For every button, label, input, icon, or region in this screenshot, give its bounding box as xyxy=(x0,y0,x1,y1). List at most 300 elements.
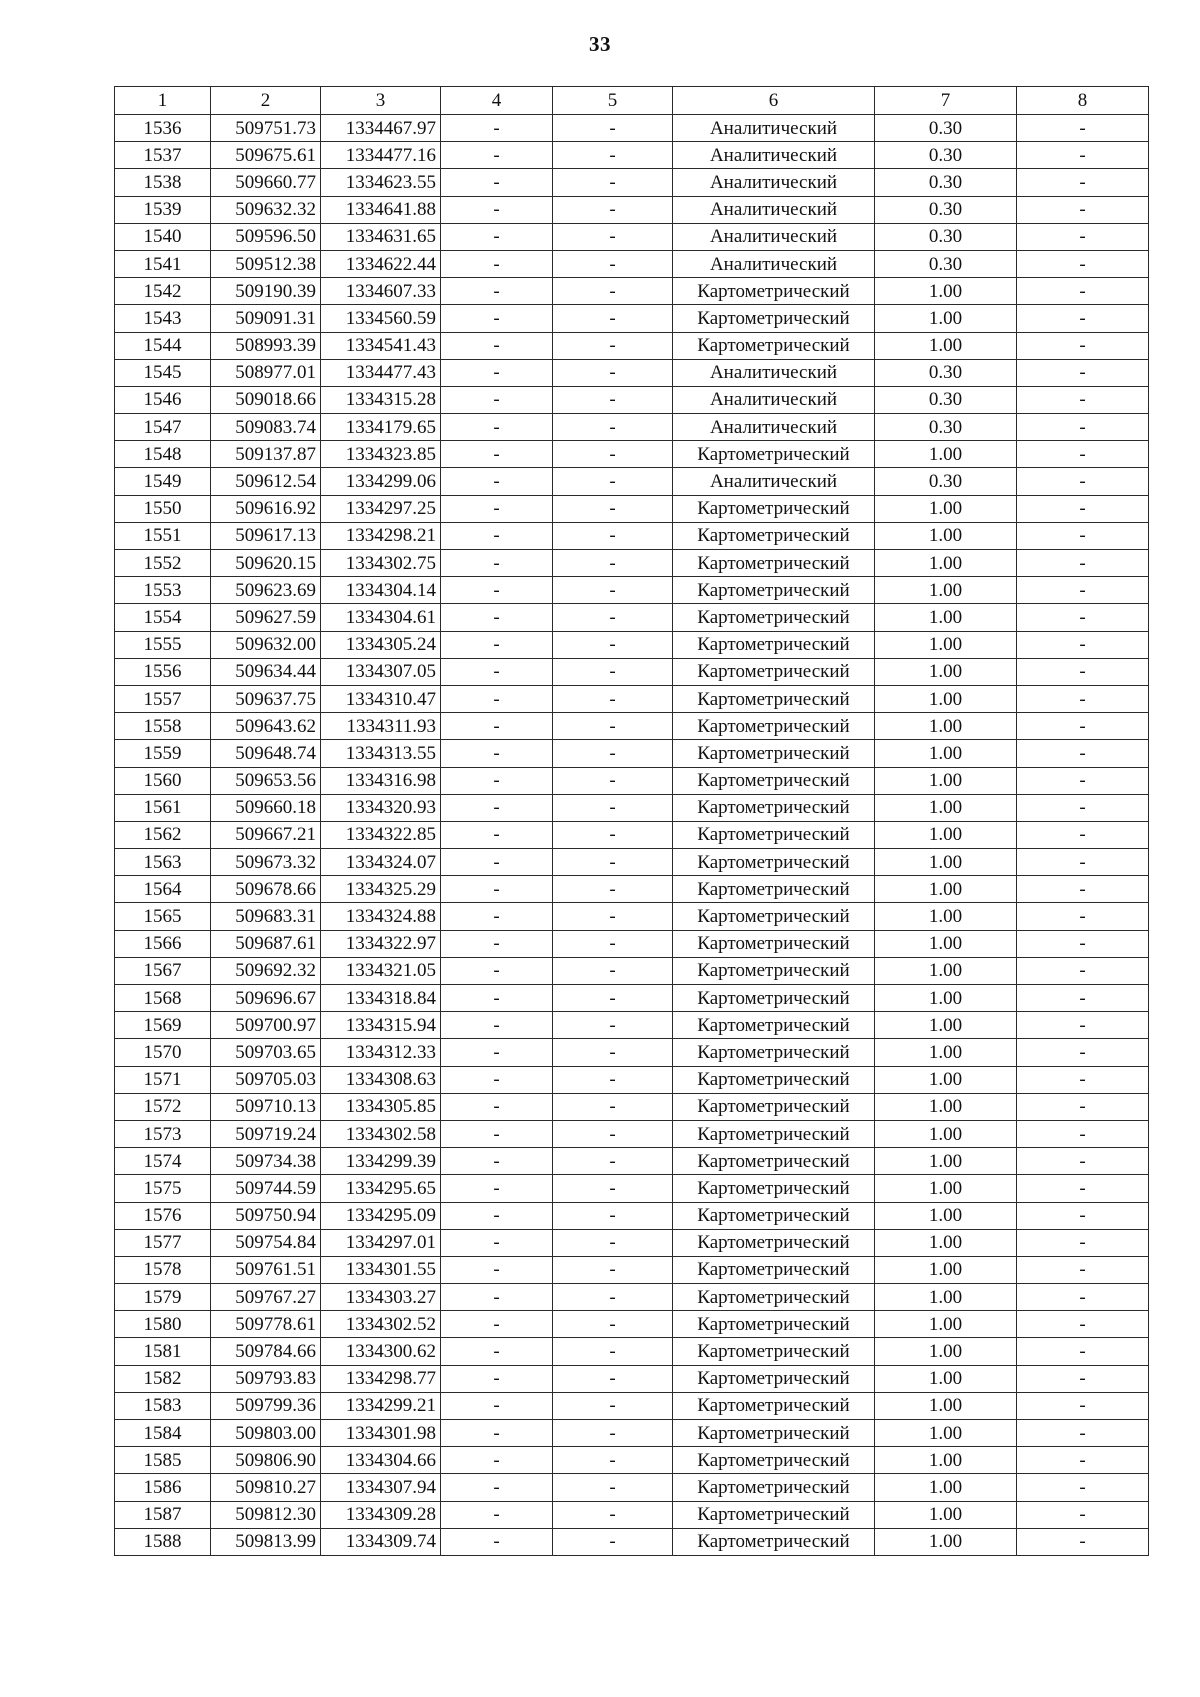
x-coordinate-cell: 509018.66 xyxy=(211,386,321,413)
column-8-cell: - xyxy=(1017,821,1149,848)
x-coordinate-cell: 509751.73 xyxy=(211,115,321,142)
method-cell: Картометрический xyxy=(673,985,875,1012)
point-number-cell: 1557 xyxy=(115,685,211,712)
method-cell: Картометрический xyxy=(673,1066,875,1093)
point-number-cell: 1542 xyxy=(115,278,211,305)
point-number-cell: 1579 xyxy=(115,1284,211,1311)
accuracy-cell: 1.00 xyxy=(875,1066,1017,1093)
point-number-cell: 1588 xyxy=(115,1528,211,1555)
method-cell: Картометрический xyxy=(673,821,875,848)
x-coordinate-cell: 509648.74 xyxy=(211,740,321,767)
table-row xyxy=(115,604,1149,631)
method-cell: Картометрический xyxy=(673,604,875,631)
column-8-cell: - xyxy=(1017,903,1149,930)
table-row xyxy=(115,1202,1149,1229)
column-8-cell: - xyxy=(1017,305,1149,332)
table-row xyxy=(115,468,1149,495)
column-4-cell: - xyxy=(441,1066,553,1093)
x-coordinate-cell: 509683.31 xyxy=(211,903,321,930)
column-8-cell: - xyxy=(1017,1229,1149,1256)
column-5-cell: - xyxy=(553,1284,673,1311)
method-cell: Аналитический xyxy=(673,196,875,223)
column-4-cell: - xyxy=(441,930,553,957)
column-8-cell: - xyxy=(1017,658,1149,685)
method-cell: Картометрический xyxy=(673,849,875,876)
method-cell: Картометрический xyxy=(673,1093,875,1120)
accuracy-cell: 0.30 xyxy=(875,414,1017,441)
x-coordinate-cell: 509710.13 xyxy=(211,1093,321,1120)
x-coordinate-cell: 509190.39 xyxy=(211,278,321,305)
column-5-cell: - xyxy=(553,250,673,277)
method-cell: Аналитический xyxy=(673,468,875,495)
column-4-cell: - xyxy=(441,1528,553,1555)
column-8-cell: - xyxy=(1017,1093,1149,1120)
column-4-cell: - xyxy=(441,1284,553,1311)
column-5-cell: - xyxy=(553,1474,673,1501)
x-coordinate-cell: 509692.32 xyxy=(211,957,321,984)
accuracy-cell: 0.30 xyxy=(875,196,1017,223)
x-coordinate-cell: 509632.00 xyxy=(211,631,321,658)
point-number-cell: 1552 xyxy=(115,550,211,577)
x-coordinate-cell: 509767.27 xyxy=(211,1284,321,1311)
accuracy-cell: 1.00 xyxy=(875,1392,1017,1419)
method-cell: Картометрический xyxy=(673,1501,875,1528)
accuracy-cell: 1.00 xyxy=(875,577,1017,604)
column-8-cell: - xyxy=(1017,278,1149,305)
column-4-cell: - xyxy=(441,1039,553,1066)
column-4-cell: - xyxy=(441,1420,553,1447)
point-number-cell: 1563 xyxy=(115,849,211,876)
accuracy-cell: 1.00 xyxy=(875,903,1017,930)
x-coordinate-cell: 509810.27 xyxy=(211,1474,321,1501)
column-5-cell: - xyxy=(553,631,673,658)
column-4-cell: - xyxy=(441,794,553,821)
table-row xyxy=(115,1447,1149,1474)
accuracy-cell: 1.00 xyxy=(875,957,1017,984)
y-coordinate-cell: 1334309.28 xyxy=(321,1501,441,1528)
accuracy-cell: 1.00 xyxy=(875,1311,1017,1338)
accuracy-cell: 1.00 xyxy=(875,685,1017,712)
y-coordinate-cell: 1334467.97 xyxy=(321,115,441,142)
column-4-cell: - xyxy=(441,1256,553,1283)
accuracy-cell: 1.00 xyxy=(875,1528,1017,1555)
table-row xyxy=(115,685,1149,712)
x-coordinate-cell: 509623.69 xyxy=(211,577,321,604)
table-row xyxy=(115,1256,1149,1283)
y-coordinate-cell: 1334322.85 xyxy=(321,821,441,848)
column-8-cell: - xyxy=(1017,985,1149,1012)
accuracy-cell: 1.00 xyxy=(875,1256,1017,1283)
column-5-cell: - xyxy=(553,414,673,441)
point-number-cell: 1548 xyxy=(115,441,211,468)
column-5-cell: - xyxy=(553,115,673,142)
method-cell: Картометрический xyxy=(673,1420,875,1447)
column-header: 1 xyxy=(115,87,211,115)
point-number-cell: 1573 xyxy=(115,1120,211,1147)
column-4-cell: - xyxy=(441,169,553,196)
point-number-cell: 1559 xyxy=(115,740,211,767)
point-number-cell: 1567 xyxy=(115,957,211,984)
accuracy-cell: 0.30 xyxy=(875,223,1017,250)
point-number-cell: 1572 xyxy=(115,1093,211,1120)
column-8-cell: - xyxy=(1017,957,1149,984)
method-cell: Картометрический xyxy=(673,1148,875,1175)
method-cell: Картометрический xyxy=(673,1338,875,1365)
x-coordinate-cell: 509627.59 xyxy=(211,604,321,631)
column-4-cell: - xyxy=(441,658,553,685)
x-coordinate-cell: 508993.39 xyxy=(211,332,321,359)
y-coordinate-cell: 1334310.47 xyxy=(321,685,441,712)
table-row xyxy=(115,142,1149,169)
table-row xyxy=(115,495,1149,522)
page-number: 33 xyxy=(589,32,611,56)
accuracy-cell: 1.00 xyxy=(875,794,1017,821)
column-8-cell: - xyxy=(1017,713,1149,740)
column-8-cell: - xyxy=(1017,223,1149,250)
y-coordinate-cell: 1334301.98 xyxy=(321,1420,441,1447)
table-row xyxy=(115,1474,1149,1501)
y-coordinate-cell: 1334325.29 xyxy=(321,876,441,903)
column-8-cell: - xyxy=(1017,441,1149,468)
accuracy-cell: 1.00 xyxy=(875,631,1017,658)
column-5-cell: - xyxy=(553,142,673,169)
column-5-cell: - xyxy=(553,1202,673,1229)
table-row xyxy=(115,441,1149,468)
accuracy-cell: 1.00 xyxy=(875,1039,1017,1066)
column-8-cell: - xyxy=(1017,169,1149,196)
accuracy-cell: 1.00 xyxy=(875,1093,1017,1120)
x-coordinate-cell: 509673.32 xyxy=(211,849,321,876)
point-number-cell: 1583 xyxy=(115,1392,211,1419)
column-8-cell: - xyxy=(1017,1420,1149,1447)
y-coordinate-cell: 1334295.09 xyxy=(321,1202,441,1229)
column-4-cell: - xyxy=(441,740,553,767)
x-coordinate-cell: 509637.75 xyxy=(211,685,321,712)
table-row xyxy=(115,794,1149,821)
column-5-cell: - xyxy=(553,821,673,848)
y-coordinate-cell: 1334316.98 xyxy=(321,767,441,794)
method-cell: Картометрический xyxy=(673,685,875,712)
column-5-cell: - xyxy=(553,1093,673,1120)
y-coordinate-cell: 1334299.21 xyxy=(321,1392,441,1419)
accuracy-cell: 0.30 xyxy=(875,115,1017,142)
column-8-cell: - xyxy=(1017,115,1149,142)
accuracy-cell: 1.00 xyxy=(875,1284,1017,1311)
table-row xyxy=(115,305,1149,332)
column-4-cell: - xyxy=(441,1148,553,1175)
method-cell: Картометрический xyxy=(673,1528,875,1555)
x-coordinate-cell: 509700.97 xyxy=(211,1012,321,1039)
accuracy-cell: 1.00 xyxy=(875,1202,1017,1229)
x-coordinate-cell: 509667.21 xyxy=(211,821,321,848)
table-row xyxy=(115,522,1149,549)
column-4-cell: - xyxy=(441,441,553,468)
column-5-cell: - xyxy=(553,441,673,468)
point-number-cell: 1537 xyxy=(115,142,211,169)
column-8-cell: - xyxy=(1017,1338,1149,1365)
table-row xyxy=(115,1093,1149,1120)
column-5-cell: - xyxy=(553,1311,673,1338)
column-4-cell: - xyxy=(441,386,553,413)
point-number-cell: 1543 xyxy=(115,305,211,332)
column-8-cell: - xyxy=(1017,1120,1149,1147)
column-header: 8 xyxy=(1017,87,1149,115)
column-4-cell: - xyxy=(441,196,553,223)
x-coordinate-cell: 509678.66 xyxy=(211,876,321,903)
accuracy-cell: 1.00 xyxy=(875,658,1017,685)
column-5-cell: - xyxy=(553,1528,673,1555)
column-5-cell: - xyxy=(553,169,673,196)
y-coordinate-cell: 1334622.44 xyxy=(321,250,441,277)
column-8-cell: - xyxy=(1017,740,1149,767)
column-5-cell: - xyxy=(553,1501,673,1528)
column-8-cell: - xyxy=(1017,1012,1149,1039)
y-coordinate-cell: 1334560.59 xyxy=(321,305,441,332)
column-5-cell: - xyxy=(553,767,673,794)
column-5-cell: - xyxy=(553,740,673,767)
y-coordinate-cell: 1334324.07 xyxy=(321,849,441,876)
column-8-cell: - xyxy=(1017,930,1149,957)
column-5-cell: - xyxy=(553,196,673,223)
point-number-cell: 1581 xyxy=(115,1338,211,1365)
point-number-cell: 1568 xyxy=(115,985,211,1012)
column-8-cell: - xyxy=(1017,1474,1149,1501)
y-coordinate-cell: 1334297.25 xyxy=(321,495,441,522)
x-coordinate-cell: 509632.32 xyxy=(211,196,321,223)
column-8-cell: - xyxy=(1017,767,1149,794)
table-row xyxy=(115,196,1149,223)
column-header: 3 xyxy=(321,87,441,115)
x-coordinate-cell: 509091.31 xyxy=(211,305,321,332)
point-number-cell: 1586 xyxy=(115,1474,211,1501)
column-8-cell: - xyxy=(1017,142,1149,169)
table-row xyxy=(115,1012,1149,1039)
accuracy-cell: 1.00 xyxy=(875,1474,1017,1501)
x-coordinate-cell: 509719.24 xyxy=(211,1120,321,1147)
method-cell: Картометрический xyxy=(673,1202,875,1229)
method-cell: Картометрический xyxy=(673,1229,875,1256)
x-coordinate-cell: 509660.18 xyxy=(211,794,321,821)
method-cell: Картометрический xyxy=(673,1175,875,1202)
x-coordinate-cell: 509705.03 xyxy=(211,1066,321,1093)
y-coordinate-cell: 1334304.14 xyxy=(321,577,441,604)
table-row xyxy=(115,1392,1149,1419)
point-number-cell: 1551 xyxy=(115,522,211,549)
table-row xyxy=(115,930,1149,957)
x-coordinate-cell: 509754.84 xyxy=(211,1229,321,1256)
method-cell: Картометрический xyxy=(673,1392,875,1419)
point-number-cell: 1566 xyxy=(115,930,211,957)
method-cell: Аналитический xyxy=(673,359,875,386)
column-8-cell: - xyxy=(1017,386,1149,413)
accuracy-cell: 1.00 xyxy=(875,1012,1017,1039)
column-5-cell: - xyxy=(553,849,673,876)
accuracy-cell: 1.00 xyxy=(875,1447,1017,1474)
column-8-cell: - xyxy=(1017,794,1149,821)
method-cell: Картометрический xyxy=(673,957,875,984)
y-coordinate-cell: 1334305.24 xyxy=(321,631,441,658)
column-8-cell: - xyxy=(1017,1284,1149,1311)
y-coordinate-cell: 1334299.39 xyxy=(321,1148,441,1175)
column-4-cell: - xyxy=(441,332,553,359)
accuracy-cell: 1.00 xyxy=(875,1148,1017,1175)
x-coordinate-cell: 509653.56 xyxy=(211,767,321,794)
x-coordinate-cell: 509137.87 xyxy=(211,441,321,468)
method-cell: Аналитический xyxy=(673,142,875,169)
column-header: 7 xyxy=(875,87,1017,115)
y-coordinate-cell: 1334300.62 xyxy=(321,1338,441,1365)
method-cell: Картометрический xyxy=(673,1120,875,1147)
column-4-cell: - xyxy=(441,1447,553,1474)
column-header: 5 xyxy=(553,87,673,115)
y-coordinate-cell: 1334303.27 xyxy=(321,1284,441,1311)
x-coordinate-cell: 509643.62 xyxy=(211,713,321,740)
y-coordinate-cell: 1334302.75 xyxy=(321,550,441,577)
x-coordinate-cell: 509803.00 xyxy=(211,1420,321,1447)
table-row xyxy=(115,1229,1149,1256)
method-cell: Картометрический xyxy=(673,332,875,359)
column-8-cell: - xyxy=(1017,1447,1149,1474)
y-coordinate-cell: 1334541.43 xyxy=(321,332,441,359)
method-cell: Картометрический xyxy=(673,1256,875,1283)
x-coordinate-cell: 509675.61 xyxy=(211,142,321,169)
point-number-cell: 1585 xyxy=(115,1447,211,1474)
method-cell: Аналитический xyxy=(673,223,875,250)
table-row xyxy=(115,332,1149,359)
x-coordinate-cell: 509750.94 xyxy=(211,1202,321,1229)
table-row xyxy=(115,169,1149,196)
point-number-cell: 1539 xyxy=(115,196,211,223)
method-cell: Картометрический xyxy=(673,658,875,685)
column-8-cell: - xyxy=(1017,468,1149,495)
point-number-cell: 1550 xyxy=(115,495,211,522)
column-4-cell: - xyxy=(441,278,553,305)
table-row xyxy=(115,386,1149,413)
column-4-cell: - xyxy=(441,468,553,495)
column-5-cell: - xyxy=(553,1256,673,1283)
point-number-cell: 1561 xyxy=(115,794,211,821)
column-5-cell: - xyxy=(553,386,673,413)
table-row xyxy=(115,1365,1149,1392)
table-row xyxy=(115,1338,1149,1365)
column-5-cell: - xyxy=(553,903,673,930)
point-number-cell: 1576 xyxy=(115,1202,211,1229)
accuracy-cell: 1.00 xyxy=(875,522,1017,549)
table-row xyxy=(115,1175,1149,1202)
y-coordinate-cell: 1334623.55 xyxy=(321,169,441,196)
method-cell: Картометрический xyxy=(673,577,875,604)
x-coordinate-cell: 509616.92 xyxy=(211,495,321,522)
column-8-cell: - xyxy=(1017,1202,1149,1229)
table-row xyxy=(115,1120,1149,1147)
x-coordinate-cell: 509734.38 xyxy=(211,1148,321,1175)
table-row xyxy=(115,115,1149,142)
method-cell: Картометрический xyxy=(673,713,875,740)
x-coordinate-cell: 509660.77 xyxy=(211,169,321,196)
column-5-cell: - xyxy=(553,685,673,712)
column-8-cell: - xyxy=(1017,577,1149,604)
accuracy-cell: 1.00 xyxy=(875,332,1017,359)
method-cell: Картометрический xyxy=(673,930,875,957)
column-8-cell: - xyxy=(1017,1039,1149,1066)
point-number-cell: 1538 xyxy=(115,169,211,196)
y-coordinate-cell: 1334179.65 xyxy=(321,414,441,441)
column-5-cell: - xyxy=(553,985,673,1012)
column-5-cell: - xyxy=(553,332,673,359)
method-cell: Аналитический xyxy=(673,414,875,441)
x-coordinate-cell: 509512.38 xyxy=(211,250,321,277)
column-5-cell: - xyxy=(553,713,673,740)
column-8-cell: - xyxy=(1017,1365,1149,1392)
table-header-row xyxy=(115,87,1149,115)
column-4-cell: - xyxy=(441,250,553,277)
column-8-cell: - xyxy=(1017,1311,1149,1338)
column-5-cell: - xyxy=(553,1365,673,1392)
accuracy-cell: 1.00 xyxy=(875,441,1017,468)
method-cell: Картометрический xyxy=(673,1447,875,1474)
x-coordinate-cell: 509784.66 xyxy=(211,1338,321,1365)
y-coordinate-cell: 1334302.58 xyxy=(321,1120,441,1147)
column-header: 2 xyxy=(211,87,321,115)
point-number-cell: 1571 xyxy=(115,1066,211,1093)
column-5-cell: - xyxy=(553,957,673,984)
column-4-cell: - xyxy=(441,1338,553,1365)
column-8-cell: - xyxy=(1017,604,1149,631)
y-coordinate-cell: 1334311.93 xyxy=(321,713,441,740)
point-number-cell: 1546 xyxy=(115,386,211,413)
accuracy-cell: 1.00 xyxy=(875,278,1017,305)
table-row xyxy=(115,713,1149,740)
column-8-cell: - xyxy=(1017,1392,1149,1419)
table-row xyxy=(115,767,1149,794)
method-cell: Картометрический xyxy=(673,876,875,903)
column-8-cell: - xyxy=(1017,1501,1149,1528)
column-5-cell: - xyxy=(553,468,673,495)
accuracy-cell: 1.00 xyxy=(875,876,1017,903)
point-number-cell: 1544 xyxy=(115,332,211,359)
method-cell: Картометрический xyxy=(673,495,875,522)
column-4-cell: - xyxy=(441,957,553,984)
accuracy-cell: 1.00 xyxy=(875,1365,1017,1392)
accuracy-cell: 1.00 xyxy=(875,740,1017,767)
table-row xyxy=(115,550,1149,577)
point-number-cell: 1569 xyxy=(115,1012,211,1039)
point-number-cell: 1556 xyxy=(115,658,211,685)
accuracy-cell: 1.00 xyxy=(875,550,1017,577)
column-4-cell: - xyxy=(441,115,553,142)
point-number-cell: 1554 xyxy=(115,604,211,631)
point-number-cell: 1560 xyxy=(115,767,211,794)
table-row xyxy=(115,1420,1149,1447)
column-8-cell: - xyxy=(1017,1528,1149,1555)
y-coordinate-cell: 1334320.93 xyxy=(321,794,441,821)
point-number-cell: 1558 xyxy=(115,713,211,740)
column-4-cell: - xyxy=(441,876,553,903)
x-coordinate-cell: 509799.36 xyxy=(211,1392,321,1419)
x-coordinate-cell: 509744.59 xyxy=(211,1175,321,1202)
x-coordinate-cell: 508977.01 xyxy=(211,359,321,386)
accuracy-cell: 0.30 xyxy=(875,250,1017,277)
column-8-cell: - xyxy=(1017,414,1149,441)
y-coordinate-cell: 1334477.43 xyxy=(321,359,441,386)
column-5-cell: - xyxy=(553,550,673,577)
column-4-cell: - xyxy=(441,1175,553,1202)
accuracy-cell: 0.30 xyxy=(875,468,1017,495)
accuracy-cell: 1.00 xyxy=(875,713,1017,740)
table-row xyxy=(115,414,1149,441)
accuracy-cell: 1.00 xyxy=(875,849,1017,876)
table-row xyxy=(115,1039,1149,1066)
